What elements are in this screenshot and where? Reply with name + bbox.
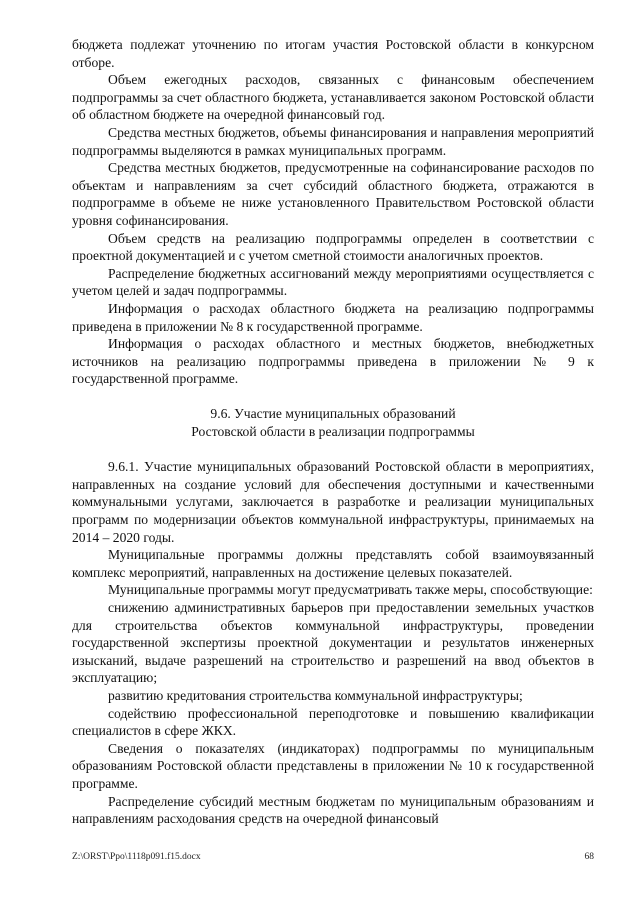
paragraph: Муниципальные программы должны представлять собой взаимоувязанный комплекс мероприятий, направленных на достижение целевых показателей. [72, 547, 594, 580]
paragraph: Муниципальные программы могут предусматривать также меры, способствующие: [108, 582, 593, 598]
paragraph: Объем ежегодных расходов, связанных с финансовым обеспечением подпрограммы за счет областного бюджета, устанавливается законом Ростовской области об областном бюджете на очередной финансовый год. [72, 72, 594, 123]
paragraph: развитию кредитования строительства коммунальной инфраструктуры; [108, 687, 523, 703]
paragraph: Информация о расходах областного и местных бюджетов, внебюджетных источников на реализацию подпрограммы приведена в приложении № 9 к государственной программе. [72, 336, 594, 387]
paragraph: Распределение бюджетных ассигнований между мероприятиями осуществляется с учетом целей и задач подпрограммы. [72, 265, 594, 299]
paragraph: Информация о расходах областного бюджета на реализацию подпрограммы приведена в приложении № 8 к государственной программе. [72, 300, 594, 334]
paragraph: Сведения о показателях (индикаторах) подпрограммы по муниципальным образованиям Ростовской области представлены в приложении № 10 к государственной программе. [72, 740, 594, 791]
paragraph: Средства местных бюджетов, объемы финансирования и направления мероприятий подпрограммы выделяются в рамках муниципальных программ. [72, 124, 594, 158]
file-path: Z:\ORST\Ppo\1118p091.f15.docx [72, 852, 201, 862]
paragraph: 9.6.1. Участие муниципальных образований Ростовской области в мероприятиях, направленных на создание условий для обеспечения доступными и качественными коммунальными услугами, заключается в разработке и реализации муниципальных программ по модернизации объектов коммунальной инфраструктуры, принимаемых на 2014 – 2020 годы. [72, 459, 594, 545]
paragraph: бюджета подлежат уточнению по итогам участия Ростовской области в конкурсном отборе. [72, 37, 594, 70]
spacer [72, 441, 594, 459]
spacer [72, 388, 594, 406]
paragraph: Распределение субсидий местным бюджетам по муниципальным образованиям и направлениям расходования средств на очередной финансовый [72, 793, 594, 827]
paragraph: снижению административных барьеров при предоставлении земельных участков для строительства объектов коммунальной инфраструктуры, проведении государственной экспертизы проектной документации и результатов инженерных изысканий, выдаче разрешений на строительство и разрешений на ввод объектов в эксплуатацию; [72, 600, 594, 686]
document-page [72, 36, 594, 828]
paragraph: Объем средств на реализацию подпрограммы определен в соответствии с проектной документацией и с учетом сметной стоимости аналогичных проектов. [72, 230, 594, 264]
section-heading-line-2: Ростовской области в реализации подпрограммы [191, 424, 475, 440]
paragraph: Средства местных бюджетов, предусмотренные на софинансирование расходов по объектам и направлениям за счет субсидий областного бюджета, отражаются в подпрограмме в объеме не ниже установленного Правительством Ростовской области уровня софинансирования. [72, 160, 594, 228]
section-heading-line-1: 9.6. Участие муниципальных образований [210, 406, 456, 422]
page-number: 68 [584, 852, 594, 862]
paragraph: содействию профессиональной переподготовке и повышению квалификации специалистов в сфере ЖКХ. [72, 705, 594, 739]
